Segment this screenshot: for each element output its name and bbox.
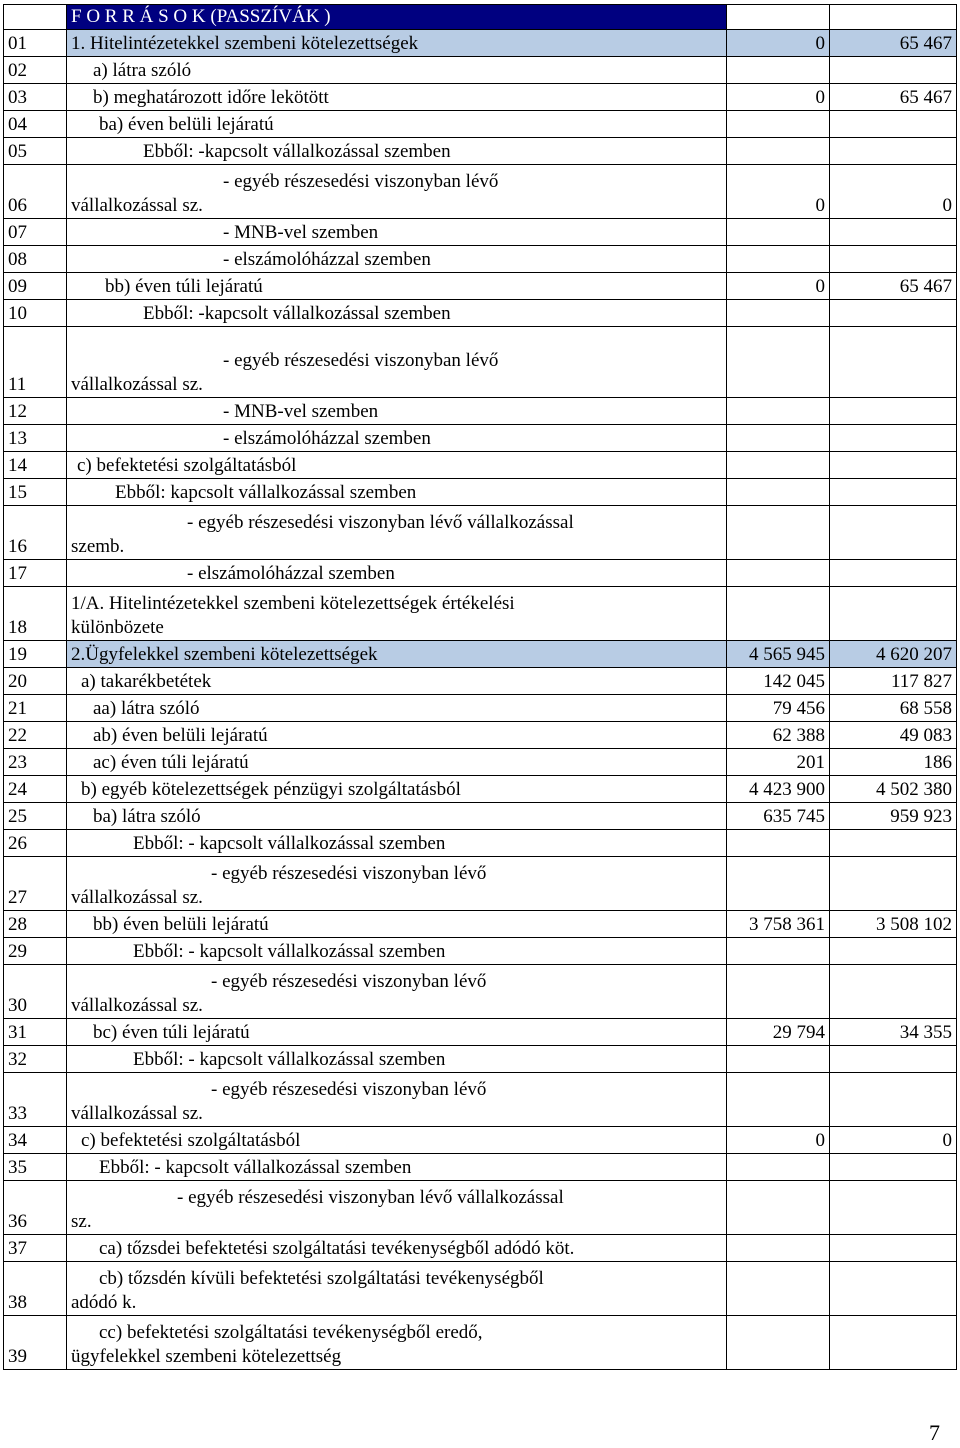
row-number: 39 [4,1316,67,1370]
row-value-previous [727,1181,830,1235]
row-value-previous [727,587,830,641]
row-number: 13 [4,425,67,452]
row-value-current [830,1181,957,1235]
table-title: F O R R Á S O K (PASSZÍVÁK ) [67,5,727,30]
row-value-current: 3 508 102 [830,911,957,938]
table-row [4,803,957,830]
row-value-current [830,506,957,560]
row-value-previous: 0 [727,84,830,111]
row-value-previous [727,1073,830,1127]
table-row [4,398,957,425]
row-value-previous [727,327,830,398]
row-value-current: 117 827 [830,668,957,695]
row-value-previous [727,938,830,965]
row-number: 35 [4,1154,67,1181]
row-number: 20 [4,668,67,695]
row-value-current: 4 620 207 [830,641,957,668]
row-number: 07 [4,219,67,246]
row-value-previous: 201 [727,749,830,776]
row-value-current: 186 [830,749,957,776]
row-value-current [830,1262,957,1316]
row-number: 27 [4,857,67,911]
table-row [4,57,957,84]
row-label: bb) éven túli lejáratú [67,273,727,300]
row-label: - egyéb részesedési viszonyban lévő vállalkozással sz. [67,857,727,911]
table-row [4,273,957,300]
row-number: 14 [4,452,67,479]
row-value-current [830,1154,957,1181]
page-number: 7 [929,1420,940,1445]
row-value-previous [727,1154,830,1181]
row-value-current [830,246,957,273]
row-value-previous [727,452,830,479]
row-label: - elszámolóházzal szemben [67,425,727,452]
row-value-current: 0 [830,1127,957,1154]
row-value-previous: 0 [727,273,830,300]
row-label: 1/A. Hitelintézetekkel szembeni kötelezettségek értékelési különbözete [67,587,727,641]
row-value-previous [727,1262,830,1316]
table-row [4,1073,957,1127]
row-label: 2.Ügyfelekkel szembeni kötelezettségek [67,641,727,668]
table-row [4,425,957,452]
row-value-previous [727,398,830,425]
row-value-previous [727,57,830,84]
row-number: 19 [4,641,67,668]
row-label: bb) éven belüli lejáratú [67,911,727,938]
table-row [4,452,957,479]
row-label: - egyéb részesedési viszonyban lévő vállalkozással sz. [67,1181,727,1235]
row-label: Ebből: - kapcsolt vállalkozással szemben [67,830,727,857]
row-number: 03 [4,84,67,111]
row-value-current: 49 083 [830,722,957,749]
row-value-previous: 29 794 [727,1019,830,1046]
table-row [4,111,957,138]
row-label: - elszámolóházzal szemben [67,560,727,587]
table-row [4,506,957,560]
table-row [4,219,957,246]
table-row [4,84,957,111]
row-number: 38 [4,1262,67,1316]
row-value-previous [727,830,830,857]
table-row [4,911,957,938]
table-row [4,1127,957,1154]
row-number: 26 [4,830,67,857]
row-label: c) befektetési szolgáltatásból [67,452,727,479]
row-label: aa) látra szóló [67,695,727,722]
table-row [4,749,957,776]
row-label: - MNB-vel szemben [67,398,727,425]
table-row [4,1235,957,1262]
row-number: 28 [4,911,67,938]
row-value-current [830,560,957,587]
row-label: cb) tőzsdén kívüli befektetési szolgáltatási tevékenységből adódó k. [67,1262,727,1316]
row-value-current [830,857,957,911]
row-value-current: 68 558 [830,695,957,722]
table-row [4,857,957,911]
table-row [4,722,957,749]
row-value-previous [727,425,830,452]
row-value-current [830,1073,957,1127]
row-value-current [830,57,957,84]
row-value-previous [727,300,830,327]
row-value-current: 0 [830,165,957,219]
row-value-previous [727,111,830,138]
row-value-previous [727,1316,830,1370]
row-value-previous [727,479,830,506]
row-value-current: 4 502 380 [830,776,957,803]
row-number: 25 [4,803,67,830]
table-row [4,327,957,398]
row-value-current: 65 467 [830,273,957,300]
title-row-value1-cell [727,5,830,30]
row-value-current [830,1235,957,1262]
row-number: 21 [4,695,67,722]
row-value-current [830,938,957,965]
title-row-value2-cell [830,5,957,30]
liabilities-table [3,4,957,1370]
row-value-current [830,830,957,857]
table-row [4,1019,957,1046]
row-number: 10 [4,300,67,327]
row-label: bc) éven túli lejáratú [67,1019,727,1046]
row-label: ca) tőzsdei befektetési szolgáltatási tevékenységből adódó köt. [67,1235,727,1262]
table-row [4,138,957,165]
row-label: Ebből: -kapcsolt vállalkozással szemben [67,300,727,327]
row-label: - MNB-vel szemben [67,219,727,246]
row-label: Ebből: -kapcsolt vállalkozással szemben [67,138,727,165]
row-number: 18 [4,587,67,641]
row-value-previous [727,1235,830,1262]
row-number: 23 [4,749,67,776]
row-label: b) egyéb kötelezettségek pénzügyi szolgáltatásból [67,776,727,803]
row-label: c) befektetési szolgáltatásból [67,1127,727,1154]
table-row [4,479,957,506]
row-number: 02 [4,57,67,84]
row-value-previous [727,857,830,911]
row-value-previous [727,246,830,273]
row-label: cc) befektetési szolgáltatási tevékenységből eredő, ügyfelekkel szembeni kötelezettség [67,1316,727,1370]
table-row [4,830,957,857]
row-label: Ebből: - kapcsolt vállalkozással szemben [67,1154,727,1181]
row-label: Ebből: - kapcsolt vállalkozással szemben [67,938,727,965]
row-value-current: 65 467 [830,30,957,57]
row-label: - egyéb részesedési viszonyban lévő vállalkozással sz. [67,327,727,398]
row-value-current [830,425,957,452]
table-title-row [4,5,957,30]
row-value-previous [727,965,830,1019]
title-row-number-cell [4,5,67,30]
row-label: 1. Hitelintézetekkel szembeni kötelezettségek [67,30,727,57]
row-value-previous: 0 [727,30,830,57]
row-label: ab) éven belüli lejáratú [67,722,727,749]
row-number: 15 [4,479,67,506]
row-number: 06 [4,165,67,219]
row-number: 08 [4,246,67,273]
row-number: 33 [4,1073,67,1127]
row-value-current [830,1046,957,1073]
row-number: 01 [4,30,67,57]
table-row [4,965,957,1019]
table-row [4,1262,957,1316]
liabilities-table-body [4,5,957,1370]
row-number: 30 [4,965,67,1019]
row-value-current [830,965,957,1019]
row-value-previous [727,560,830,587]
row-value-current [830,1316,957,1370]
row-number: 09 [4,273,67,300]
table-row [4,1316,957,1370]
row-value-current: 34 355 [830,1019,957,1046]
table-row [4,300,957,327]
row-number: 05 [4,138,67,165]
row-number: 36 [4,1181,67,1235]
row-number: 37 [4,1235,67,1262]
row-value-current [830,327,957,398]
row-number: 12 [4,398,67,425]
table-row [4,587,957,641]
table-row [4,165,957,219]
row-value-current [830,138,957,165]
row-number: 32 [4,1046,67,1073]
row-number: 16 [4,506,67,560]
row-value-current [830,219,957,246]
row-label: a) látra szóló [67,57,727,84]
row-label: ba) éven belüli lejáratú [67,111,727,138]
row-label: - elszámolóházzal szemben [67,246,727,273]
row-number: 04 [4,111,67,138]
row-value-current [830,479,957,506]
table-row [4,560,957,587]
row-value-previous: 3 758 361 [727,911,830,938]
row-value-previous: 62 388 [727,722,830,749]
table-row [4,246,957,273]
table-row [4,938,957,965]
row-number: 34 [4,1127,67,1154]
row-value-current: 65 467 [830,84,957,111]
row-label: - egyéb részesedési viszonyban lévő vállalkozással sz. [67,165,727,219]
row-value-previous [727,219,830,246]
row-label: b) meghatározott időre lekötött [67,84,727,111]
row-value-previous: 79 456 [727,695,830,722]
row-number: 17 [4,560,67,587]
row-label: a) takarékbetétek [67,668,727,695]
row-value-current [830,111,957,138]
row-number: 24 [4,776,67,803]
row-value-current: 959 923 [830,803,957,830]
row-label: - egyéb részesedési viszonyban lévő vállalkozással sz. [67,965,727,1019]
table-row [4,1046,957,1073]
row-value-previous: 4 423 900 [727,776,830,803]
row-number: 11 [4,327,67,398]
row-value-current [830,300,957,327]
table-row [4,695,957,722]
row-value-current [830,398,957,425]
row-number: 29 [4,938,67,965]
row-label: Ebből: kapcsolt vállalkozással szemben [67,479,727,506]
row-number: 22 [4,722,67,749]
table-row [4,30,957,57]
row-value-current [830,452,957,479]
table-row [4,668,957,695]
row-value-previous: 635 745 [727,803,830,830]
row-value-previous: 0 [727,165,830,219]
row-label: ba) látra szóló [67,803,727,830]
row-label: - egyéb részesedési viszonyban lévő vállalkozással sz. [67,1073,727,1127]
row-label: ac) éven túli lejáratú [67,749,727,776]
row-value-current [830,587,957,641]
row-label: - egyéb részesedési viszonyban lévő vállalkozással szemb. [67,506,727,560]
row-value-previous [727,1046,830,1073]
row-value-previous: 0 [727,1127,830,1154]
table-row [4,1181,957,1235]
row-label: Ebből: - kapcsolt vállalkozással szemben [67,1046,727,1073]
row-value-previous: 142 045 [727,668,830,695]
table-row [4,641,957,668]
table-row [4,1154,957,1181]
row-value-previous: 4 565 945 [727,641,830,668]
table-row [4,776,957,803]
row-value-previous [727,138,830,165]
row-value-previous [727,506,830,560]
row-number: 31 [4,1019,67,1046]
